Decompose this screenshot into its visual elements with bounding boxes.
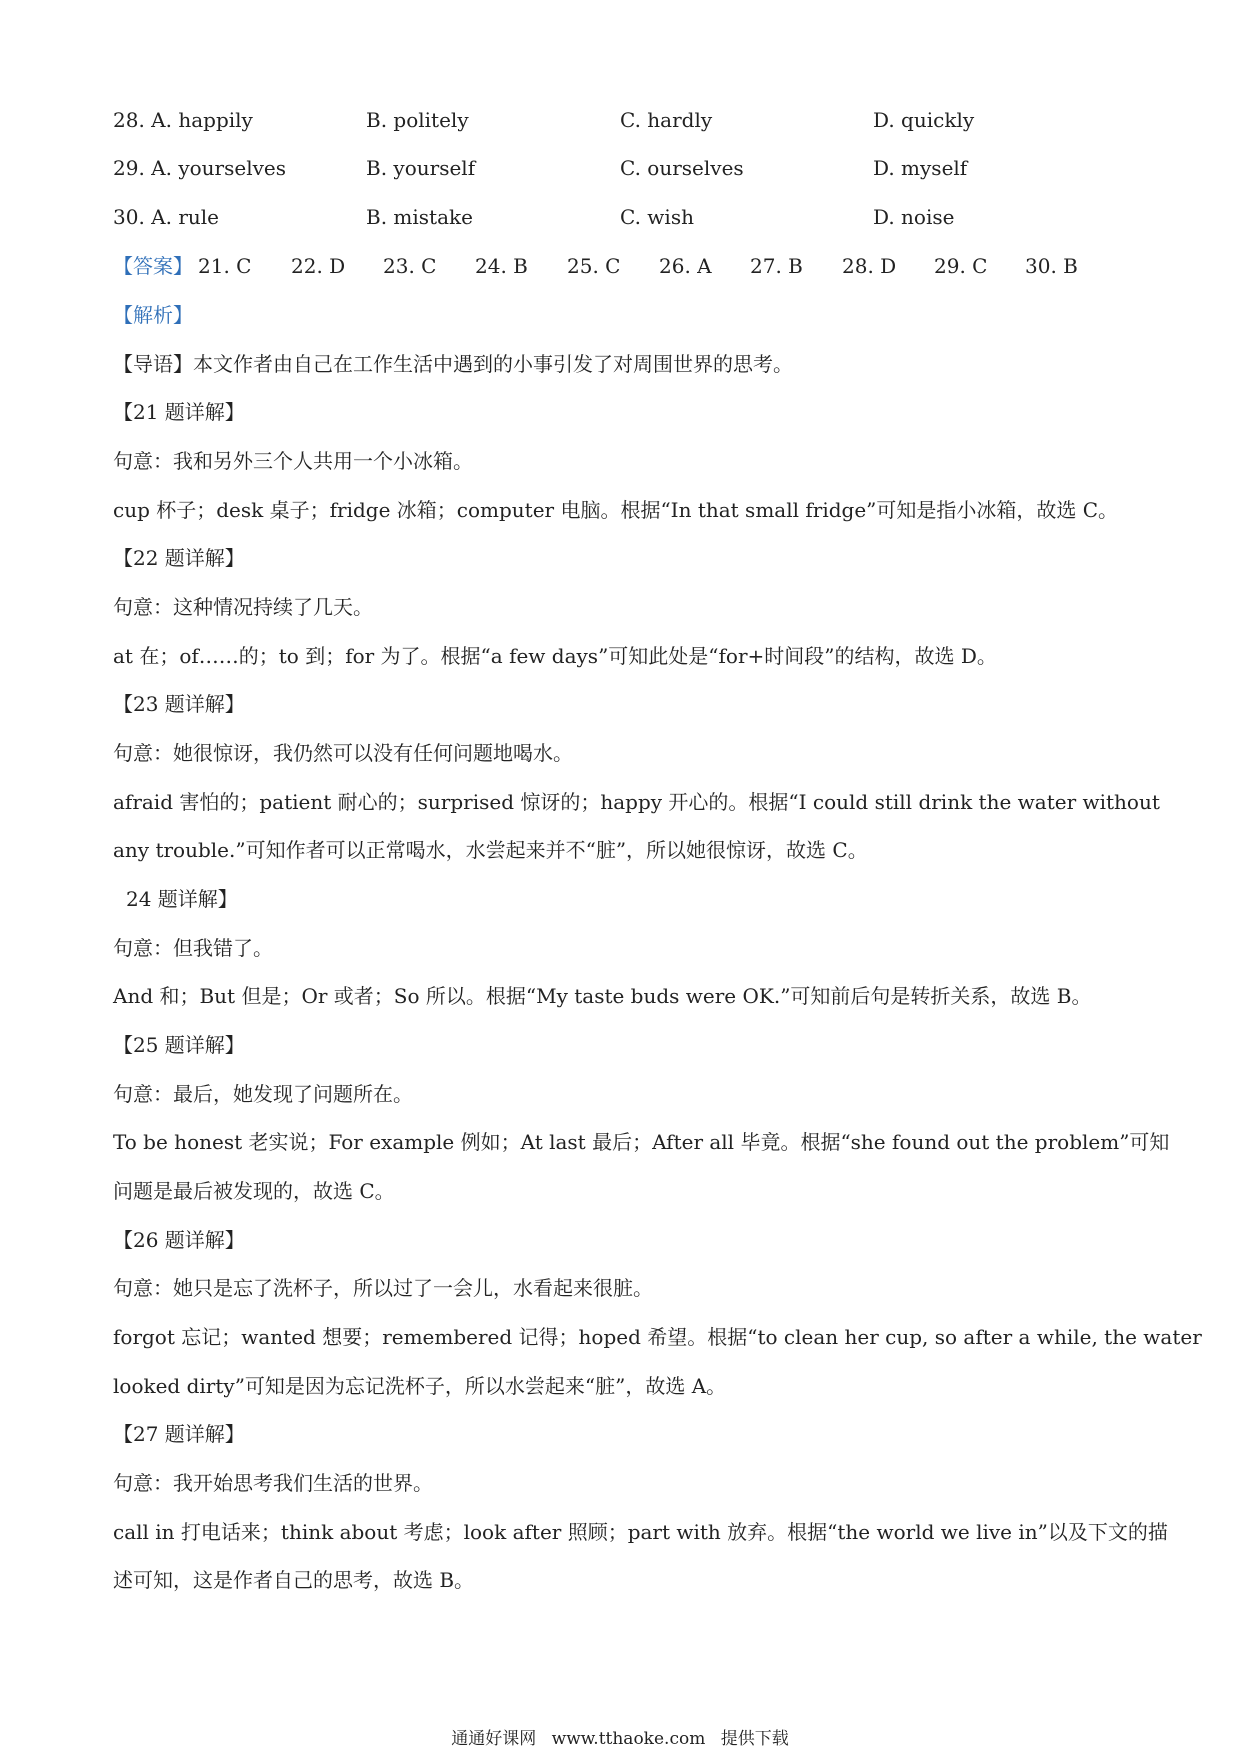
explanation-line: looked dirty”可知是因为忘记洗杯子，所以水尝起来“脏”，故选 A。 (113, 1374, 727, 1398)
explanation-title-27: 【27 题详解】 (113, 1422, 245, 1446)
option-d: D. quickly (873, 108, 975, 132)
answer-item: 23. C (383, 254, 437, 278)
explanation-title-24: 24 题详解】 (126, 887, 238, 911)
intro-text: 【导语】本文作者由自己在工作生活中遇到的小事引发了对周围世界的思考。 (113, 352, 793, 376)
explanation-line: To be honest 老实说；For example 例如；At last 最后；After all 毕竟。根据“she found out the problem”可知 (113, 1130, 1170, 1154)
analysis-label: 【解析】 (113, 303, 193, 327)
answer-item: 26. A (659, 254, 712, 278)
explanation-line: call in 打电话来；think about 考虑；look after 照顾；part with 放弃。根据“the world we live in”以及下文的描 (113, 1520, 1168, 1544)
footer-site-name: 通通好课网 (451, 1729, 537, 1749)
option-d: D. myself (873, 156, 968, 180)
option-b: B. mistake (366, 205, 473, 229)
explanation-title-21: 【21 题详解】 (113, 400, 245, 424)
explanation-title-26: 【26 题详解】 (113, 1228, 245, 1252)
explanation-title-23: 【23 题详解】 (113, 692, 245, 716)
page-footer (0, 1728, 1240, 1750)
explanation-line: 句意：她很惊讶，我仍然可以没有任何问题地喝水。 (113, 741, 573, 765)
answer-item: 27. B (750, 254, 803, 278)
explanation-title-22: 【22 题详解】 (113, 546, 245, 570)
answer-label: 【答案】 (113, 254, 193, 278)
answer-item: 24. B (475, 254, 528, 278)
option-b: B. politely (366, 108, 469, 132)
footer-url[interactable]: www.tthaoke.com (551, 1729, 706, 1749)
explanation-line: 问题是最后被发现的，故选 C。 (113, 1179, 395, 1203)
answer-item: 28. D (842, 254, 897, 278)
explanation-line: cup 杯子；desk 桌子；fridge 冰箱；computer 电脑。根据“In that small fridge”可知是指小冰箱，故选 C。 (113, 498, 1119, 522)
option-a: 28. A. happily (113, 108, 253, 132)
answer-item: 21. C (198, 254, 252, 278)
answer-item: 30. B (1025, 254, 1078, 278)
option-c: C. hardly (620, 108, 713, 132)
explanation-line: afraid 害怕的；patient 耐心的；surprised 惊讶的；happy 开心的。根据“I could still drink the water without (113, 790, 1160, 814)
explanation-line: forgot 忘记；wanted 想要；remembered 记得；hoped 希望。根据“to clean her cup, so after a while, the water (113, 1325, 1202, 1349)
explanation-line: at 在；of……的；to 到；for 为了。根据“a few days”可知此处是“for+时间段”的结构，故选 D。 (113, 644, 997, 668)
option-c: C. ourselves (620, 156, 744, 180)
explanation-line: 句意：我和另外三个人共用一个小冰箱。 (113, 449, 473, 473)
option-a: 30. A. rule (113, 205, 220, 229)
option-row-29 (113, 154, 1113, 182)
option-a: 29. A. yourselves (113, 156, 287, 180)
option-c: C. wish (620, 205, 694, 229)
explanation-title-25: 【25 题详解】 (113, 1033, 245, 1057)
explanation-line: 句意：我开始思考我们生活的世界。 (113, 1471, 433, 1495)
option-d: D. noise (873, 205, 955, 229)
explanation-line: And 和；But 但是；Or 或者；So 所以。根据“My taste buds were OK.”可知前后句是转折关系，故选 B。 (113, 984, 1092, 1008)
answer-item: 22. D (291, 254, 346, 278)
option-row-28 (113, 106, 1113, 134)
option-b: B. yourself (366, 156, 476, 180)
explanation-line: 述可知，这是作者自己的思考，故选 B。 (113, 1568, 475, 1592)
explanation-line: 句意：但我错了。 (113, 936, 273, 960)
explanation-line: any trouble.”可知作者可以正常喝水，水尝起来并不“脏”，所以她很惊讶，故选 C。 (113, 838, 868, 862)
answer-item: 25. C (567, 254, 621, 278)
answer-item: 29. C (934, 254, 988, 278)
explanation-line: 句意：这种情况持续了几天。 (113, 595, 373, 619)
option-row-30 (113, 203, 1113, 231)
footer-suffix: 提供下载 (720, 1729, 789, 1749)
explanation-line: 句意：她只是忘了洗杯子，所以过了一会儿，水看起来很脏。 (113, 1276, 653, 1300)
explanation-line: 句意：最后，她发现了问题所在。 (113, 1082, 413, 1106)
